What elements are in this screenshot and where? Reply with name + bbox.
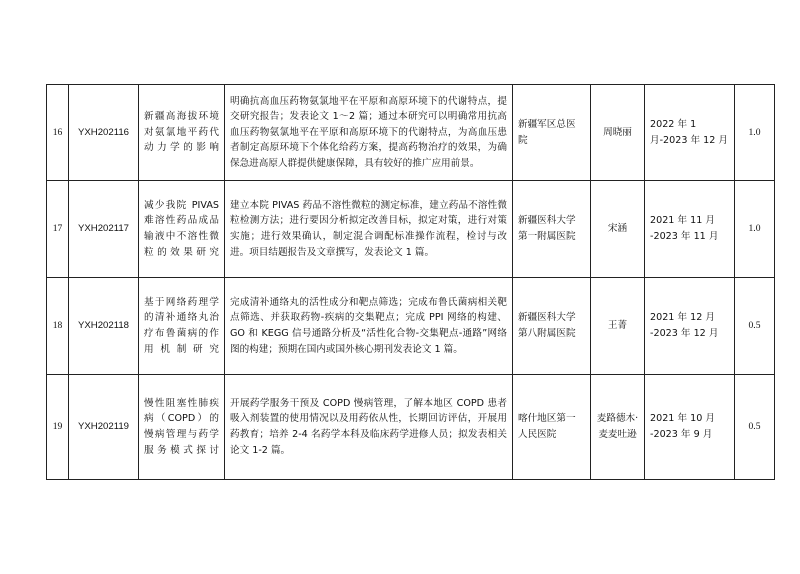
row-number: 16: [47, 85, 69, 181]
research-content: 明确抗高血压药物氨氯地平在平原和高原环境下的代谢特点，提交研究报告；发表论文 1～2 篇；通过本研究可以明确常用抗高血压药物氨氯地平在平原和高原环境下的代谢特点，为高血压患者制定高原环境下个体化给药方案，提高药物治疗的效果，为确保急进高原人群提供健康保障，具有较好的推广应用前景。: [225, 85, 513, 181]
host-institution: 喀什地区第一人民医院: [513, 375, 591, 480]
project-leader: 周晓丽: [591, 85, 645, 181]
project-leader: 麦路德木·麦麦吐逊: [591, 375, 645, 480]
row-number: 17: [47, 181, 69, 278]
project-code: YXH202118: [69, 278, 139, 375]
table-row: [47, 278, 775, 375]
project-period: 2022 年 1 月-2023 年 12 月: [645, 85, 735, 181]
research-content: 完成清补通络丸的活性成分和靶点筛选；完成布鲁氏菌病相关靶点筛选、并获取药物-疾病的交集靶点；完成 PPI 网络的构建、GO 和 KEGG 信号通路分析及“活性化合物-交集靶点-通路”网络图的构建；预期在国内或国外核心期刊发表论文 1 篇。: [225, 278, 513, 375]
host-institution: 新疆军区总医院: [513, 85, 591, 181]
project-table: [46, 84, 775, 480]
funding-amount: 1.0: [735, 85, 775, 181]
project-title: 基于网络药理学的清补通络丸治疗布鲁菌病的作用机制研究: [139, 278, 225, 375]
table-row: [47, 85, 775, 181]
project-period: 2021 年 12 月 -2023 年 12 月: [645, 278, 735, 375]
project-code: YXH202117: [69, 181, 139, 278]
host-institution: 新疆医科大学第一附属医院: [513, 181, 591, 278]
project-period: 2021 年 11 月 -2023 年 11 月: [645, 181, 735, 278]
host-institution: 新疆医科大学第八附属医院: [513, 278, 591, 375]
project-leader: 王菁: [591, 278, 645, 375]
funding-amount: 0.5: [735, 375, 775, 480]
project-leader: 宋涵: [591, 181, 645, 278]
row-number: 18: [47, 278, 69, 375]
row-number: 19: [47, 375, 69, 480]
research-content: 开展药学服务干预及 COPD 慢病管理，了解本地区 COPD 患者吸入剂装置的使用情况以及用药依从性，长期回访评估，开展用药教育；培养 2-4 名药学本科及临床药学进修人员；拟发表相关论文 1-2 篇。: [225, 375, 513, 480]
research-content: 建立本院 PIVAS 药品不溶性微粒的测定标准，建立药品不溶性微粒检测方法；进行要因分析拟定改善目标，拟定对策，进行对策实施；进行效果确认，制定混合调配标准操作流程，检讨与改进。项目结题报告及文章撰写，发表论文 1 篇。: [225, 181, 513, 278]
project-title: 慢性阻塞性肺疾病（COPD）的慢病管理与药学服务模式探讨: [139, 375, 225, 480]
funding-amount: 1.0: [735, 181, 775, 278]
project-period: 2021 年 10 月 -2023 年 9 月: [645, 375, 735, 480]
table-row: [47, 181, 775, 278]
project-title: 减少我院 PIVAS 难溶性药品成品输液中不溶性微粒的效果研究: [139, 181, 225, 278]
project-title: 新疆高海拔环境对氨氯地平药代动力学的影响: [139, 85, 225, 181]
funding-amount: 0.5: [735, 278, 775, 375]
project-code: YXH202119: [69, 375, 139, 480]
project-code: YXH202116: [69, 85, 139, 181]
table-row: [47, 375, 775, 480]
